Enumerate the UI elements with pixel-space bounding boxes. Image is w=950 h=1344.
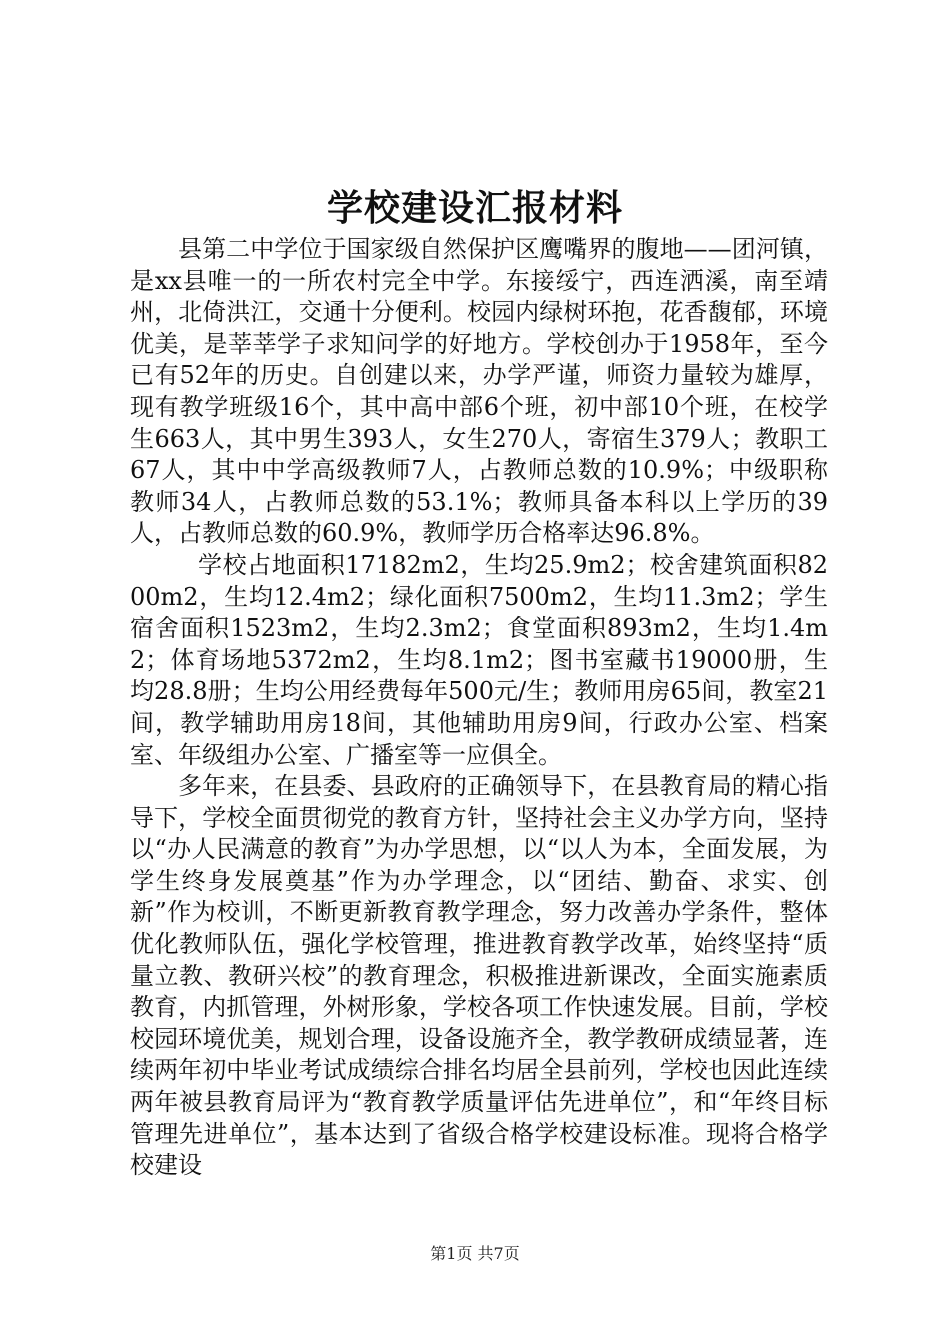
paragraph-achievements: 多年来，在县委、县政府的正确领导下，在县教育局的精心指导下，学校全面贯彻党的教育方针，坚持社会主义办学方向，坚持以“办人民满意的教育”为办学思想，以“以人为本，全面发展，为学生终身发展奠基”作为办学理念，以“团结、勤奋、求实、创新”作为校训，不断更新教育教学理念，努力改善办学条件，整体优化教师队伍，强化学校管理，推进教育教学改革，始终坚持“质量立教、教研兴校”的教育理念，积极推进新课改，全面实施素质教育，内抓管理，外树形象，学校各项工作快速发展。目前，学校校园环境优美，规划合理，设备设施齐全，教学教研成绩显著，连续两年初中毕业考试成绩综合排名均居全县前列，学校也因此连续两年被县教育局评为“教育教学质量评估先进单位”，和“年终目标管理先进单位”，基本达到了省级合格学校建设标准。现将合格学校建设: [130, 772, 828, 1180]
document-title: 学校建设汇报材料: [326, 187, 623, 229]
page-number-footer: 第1页 共7页: [430, 1244, 520, 1263]
paragraph-facilities: 学校占地面积17182m2，生均25.9m2；校舍建筑面积8200m2，生均12.4m2；绿化面积7500m2，生均11.3m2；学生宿舍面积1523m2，生均2.3m2；食堂面积893m2，生均1.4m2；体育场地5372m2，生均8.1m2；图书室藏书19000册，生均28.8册；生均公用经费每年500元/生；教师用房65间，教室21间，教学辅助用房18间，其他辅助用房9间，行政办公室、档案室、年级组办公室、广播室等一应俱全。: [130, 550, 828, 769]
paragraph-school-overview: 县第二中学位于国家级自然保护区鹰嘴界的腹地——团河镇，是xx县唯一的一所农村完全中学。东接绥宁，西连洒溪，南至靖州，北倚洪江，交通十分便利。校园内绿树环抱，花香馥郁，环境优美，是莘莘学子求知问学的好地方。学校创办于1958年，至今已有52年的历史。自创建以来，办学严谨，师资力量较为雄厚，现有教学班级16个，其中高中部6个班，初中部10个班，在校学生663人，其中男生393人，女生270人，寄宿生379人；教职工67人，其中中学高级教师7人，占教师总数的10.9%；中级职称教师34人，占教师总数的53.1%；教师具备本科以上学历的39人，占教师总数的60.9%，教师学历合格率达96.8%。: [130, 235, 828, 548]
document-body: [130, 234, 828, 1182]
